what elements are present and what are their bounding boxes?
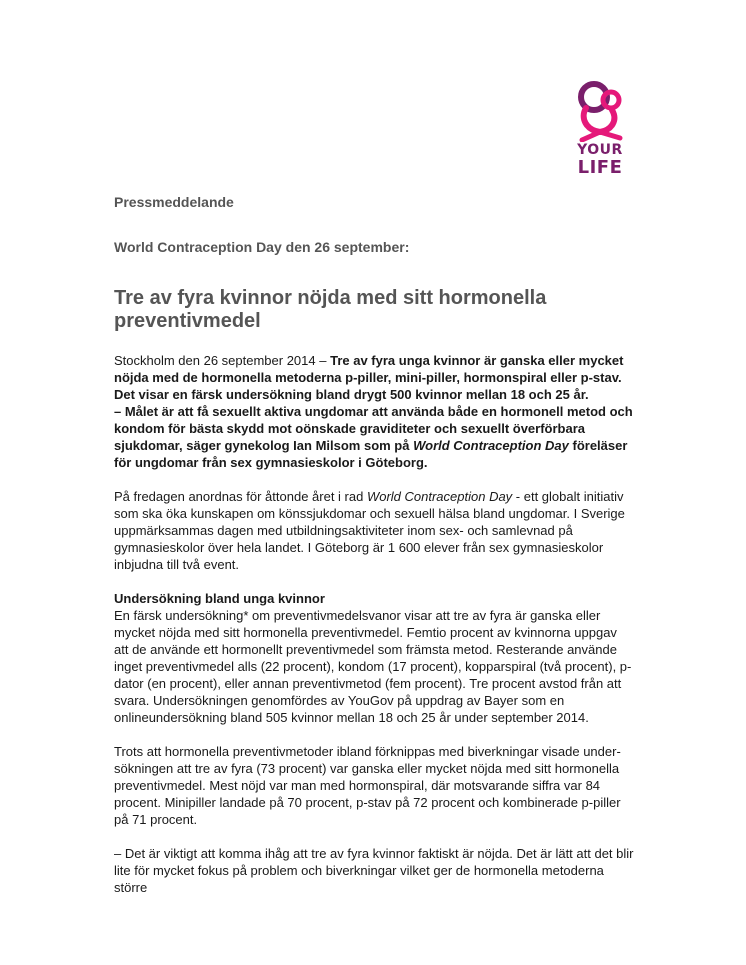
your-life-emblem-icon <box>568 78 638 142</box>
paragraph-quote: – Det är viktigt att komma ihåg att tre av fyra kvinnor faktiskt är nöjda. Det är lätt att det blir lite för mycket fokus på problem och biverkningar vilket ger de hormonella metoderna större <box>114 846 634 895</box>
lead-paragraph <box>114 352 634 471</box>
your-life-logo <box>568 78 638 183</box>
lead-bold-2: – Målet är att få sexuellt aktiva ungdomar att använda både en hormonell metod och kondom för bästa skydd mot oönskade graviditeter och sexuellt överförbara sjukdomar, säger gynekolog Ian Milsom som på World Contraception Day föreläser för ungdomar från sex gymnasieskolor i Göteborg. <box>114 404 633 470</box>
subheading: Undersökning bland unga kvinnor <box>114 591 325 606</box>
lead-bold-1: Tre av fyra unga kvinnor är ganska eller mycket nöjda med de hormonella metoderna p-piller, mini-piller, hormonspiral eller p-stav. Det visar en färsk undersökning bland drygt 500 kvinnor mellan 18 och 25 år. <box>114 353 624 402</box>
event-line: World Contraception Day den 26 september: <box>114 239 410 255</box>
release-type-label: Pressmeddelande <box>114 194 234 210</box>
paragraph-satisfaction: Trots att hormonella preventivmetoder ibland förknippas med biverkningar visade under-sökningen att tre av fyra (73 procent) var ganska eller mycket nöjda med sitt hormonella preventivmedel. Mest nöjd var man med hormonspiral, där motsvarande siffra var 84 procent. Minipiller landade på 70 procent, p-stav på 72 procent och kombinerade p-piller på 71 procent. <box>114 744 621 827</box>
headline: Tre av fyra kvinnor nöjda med sitt hormonella preventivmedel <box>114 287 547 332</box>
press-release-body <box>114 190 634 896</box>
paragraph-intro: På fredagen anordnas för åttonde året i rad World Contraception Day - ett globalt initiativ som ska öka kunskapen om könssjukdomar och sexuell hälsa bland ungdomar. I Sverige uppmärksammas dagen med utbildningsaktiviteter inom sex- och samlevnad på gymnasieskolor över hela landet. I Göteborg är 1 600 elever från sex gymnasieskolor inbjudna till två event. <box>114 489 625 572</box>
paragraph-survey: En färsk undersökning* om preventivmedelsvanor visar att tre av fyra är ganska eller mycket nöjda med sitt hormonella preventivmedel. Femtio procent av kvinnorna uppgav att de använde ett hormonellt preventivmedel som främsta metod. Resterande använde inget preventivmedel alls (22 procent), kondom (17 procent), kopparspiral (två procent), p-dator (en procent), eller annan preventivmetod (fem procent). Tre procent avstod från att svara. Undersökningen genomfördes av YouGov på uppdrag av Bayer som en onlineundersökning bland 505 kvinnor mellan 18 och 25 år under september 2014. <box>114 608 632 725</box>
dateline: Stockholm den 26 september 2014 – <box>114 353 331 368</box>
lead-event-name: World Contraception Day <box>413 438 569 453</box>
intro-event-name: World Contraception Day <box>366 489 513 504</box>
logo-text-your: YOUR <box>577 142 623 158</box>
logo-text-life: LIFE <box>577 157 623 178</box>
